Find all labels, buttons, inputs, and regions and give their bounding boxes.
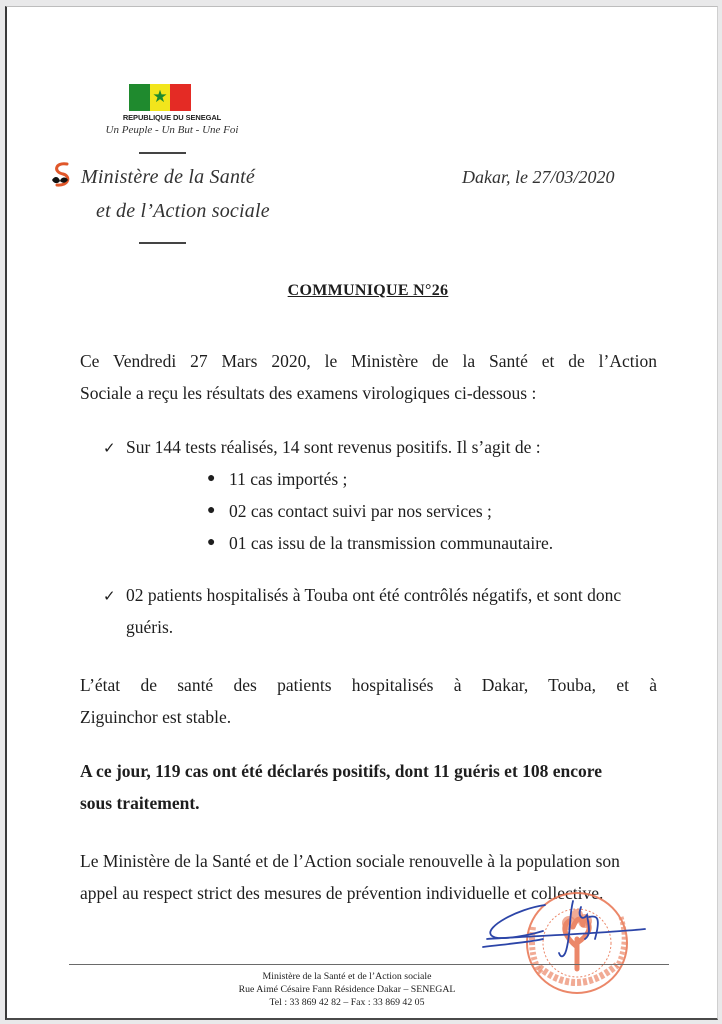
- list-item: [207, 495, 553, 527]
- result-item-tests: [103, 431, 663, 464]
- bullet-icon: ●: [207, 535, 216, 550]
- footer-street: Rue Aimé Césaire Fann Résidence Dakar – SENEGAL: [238, 984, 456, 995]
- bullet-icon: ●: [207, 503, 216, 518]
- result-item-text: Sur 144 tests réalisés, 14 sont revenus positifs. Il s’agit de :: [126, 437, 541, 457]
- document-page: [5, 6, 718, 1020]
- document-date: Dakar, le 27/03/2020: [462, 167, 615, 187]
- status-paragraph: [80, 669, 657, 733]
- footer-address: [157, 970, 537, 1009]
- intro-line2: Sociale a reçu les résultats des examens virologiques ci-dessous :: [80, 383, 537, 403]
- intro-paragraph: [80, 345, 657, 409]
- summary-paragraph: A ce jour, 119 cas ont été déclarés positifs, dont 11 guéris et 108 encore sous traitement.: [80, 761, 603, 813]
- header-divider: [139, 152, 186, 154]
- header-divider: [139, 242, 186, 244]
- list-item: [207, 527, 553, 559]
- status-line1: L’état de santé des patients hospitalisés à Dakar, Touba, et à: [80, 675, 657, 695]
- ministry-name-line2: et de l’Action sociale: [96, 200, 270, 222]
- case-breakdown-list: [207, 463, 553, 559]
- ministry-name-line1: Ministère de la Santé: [81, 166, 255, 188]
- list-item-text: 02 cas contact suivi par nos services ;: [229, 501, 492, 521]
- result-item-recovered: [103, 579, 663, 643]
- footer-contact: Tel : 33 869 42 82 – Fax : 33 869 42 05: [269, 997, 425, 1008]
- list-item-text: 11 cas importés ;: [229, 469, 348, 489]
- communique-title: [7, 282, 722, 300]
- country-name: REPUBLIQUE DU SENEGAL: [122, 113, 222, 122]
- checkmark-icon: ✓: [103, 587, 116, 605]
- list-item-text: 01 cas issu de la transmission communautaire.: [229, 533, 554, 553]
- intro-line1: Ce Vendredi 27 Mars 2020, le Ministère de la Santé et de l’Action: [80, 351, 657, 371]
- bullet-icon: ●: [207, 471, 216, 486]
- footer-divider: [69, 964, 669, 965]
- title-text: COMMUNIQUE N°26: [287, 282, 449, 299]
- national-motto: Un Peuple - Un But - Une Foi: [105, 124, 239, 136]
- footer-ministry: Ministère de la Santé et de l’Action sociale: [262, 971, 432, 982]
- list-item: [207, 463, 553, 495]
- appeal-paragraph: Le Ministère de la Santé et de l’Action sociale renouvelle à la population son appel au respect strict des mesures de prévention individuelle et collective.: [80, 851, 620, 903]
- result-item-text: 02 patients hospitalisés à Touba ont été contrôlés négatifs, et sont donc guéris.: [126, 585, 622, 637]
- status-line2: Ziguinchor est stable.: [80, 707, 232, 727]
- ministry-logo-icon: [47, 160, 77, 190]
- senegal-flag: [129, 84, 191, 111]
- star-icon: ★: [152, 87, 168, 107]
- checkmark-icon: ✓: [103, 439, 116, 457]
